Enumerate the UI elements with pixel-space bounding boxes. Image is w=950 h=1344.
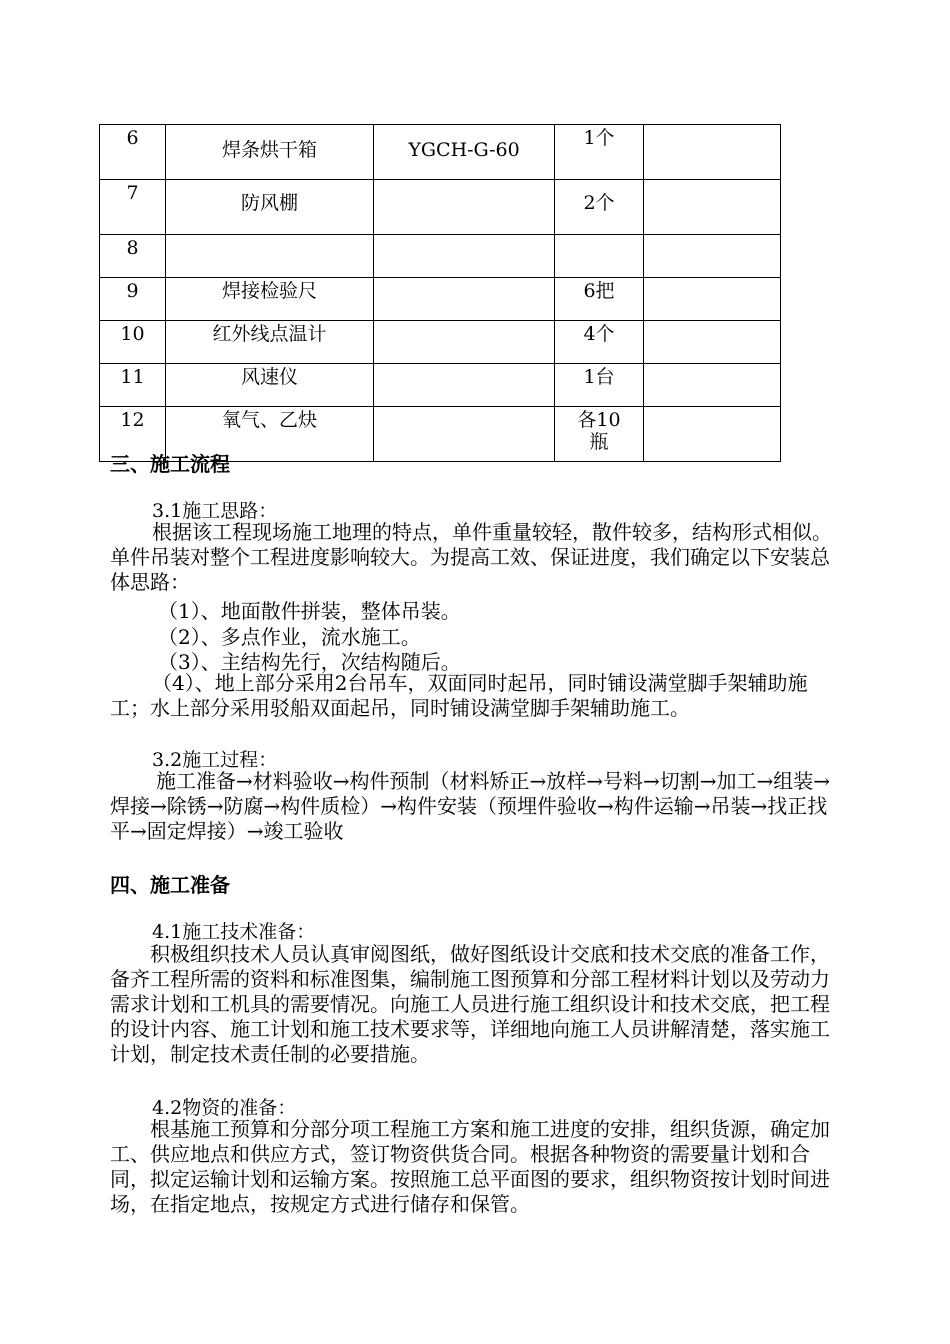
cell-name	[166, 235, 374, 278]
cell-qty: 1台	[555, 364, 644, 407]
cell-qty-line1: 各10	[577, 409, 621, 431]
cell-qty-line2: 瓶	[589, 431, 609, 453]
cell-note	[644, 321, 781, 364]
cell-no: 9	[100, 278, 166, 321]
cell-model	[374, 235, 555, 278]
table-row	[100, 321, 781, 364]
cell-note	[644, 407, 781, 462]
cell-note	[644, 180, 781, 235]
section3-heading: 三、施工流程	[110, 452, 230, 476]
section4-sub2: 4.2物资的准备：	[152, 1097, 297, 1119]
section3-item4: （4）、地上部分采用2台吊车，双面同时起吊，同时铺设满堂脚手架辅助施工；水上部分采用驳船双面起吊，同时铺设满堂脚手架辅助施工。	[110, 671, 808, 720]
cell-note	[644, 235, 781, 278]
cell-no: 12	[100, 407, 166, 462]
cell-qty	[555, 235, 644, 278]
section4-sub1: 4.1施工技术准备：	[152, 921, 316, 943]
cell-name: 防风棚	[166, 180, 374, 235]
table-row	[100, 364, 781, 407]
cell-no: 7	[100, 180, 166, 235]
cell-name: 焊接检验尺	[166, 278, 374, 321]
section4-para1: 积极组织技术人员认真审阅图纸，做好图纸设计交底和技术交底的准备工作，备齐工程所需的资料和标准图集，编制施工图预算和分部工程材料计划以及劳动力需求计划和工机具的需要情况。向施工人员进行施工组织设计和技术交底，把工程的设计内容、施工计划和施工技术要求等，详细地向施工人员讲解清楚，落实施工计划，制定技术责任制的必要措施。	[110, 942, 830, 1066]
section3-item1: （1）、地面散件拼装，整体吊装。	[158, 599, 461, 623]
cell-qty: 1个	[555, 125, 644, 180]
cell-name: 红外线点温计	[166, 321, 374, 364]
table-row	[100, 125, 781, 180]
section3-para2: 施工准备→材料验收→构件预制（材料矫正→放样→号料→切割→加工→组装→焊接→除锈→防腐→构件质检）→构件安装（预埋件验收→构件运输→吊装→找正找平→固定焊接）→竣工验收	[110, 769, 831, 843]
cell-no: 11	[100, 364, 166, 407]
cell-model	[374, 364, 555, 407]
cell-model	[374, 321, 555, 364]
cell-name: 氧气、乙炔	[166, 407, 374, 462]
cell-qty	[555, 407, 644, 462]
table-row	[100, 278, 781, 321]
cell-model	[374, 180, 555, 235]
section3-sub2: 3.2施工过程：	[152, 749, 278, 771]
cell-model	[374, 407, 555, 462]
cell-model: YGCH-G-60	[374, 125, 555, 180]
cell-qty: 2个	[555, 180, 644, 235]
section3-item3: （3）、主结构先行，次结构随后。	[158, 650, 461, 674]
section4-para2: 根基施工预算和分部分项工程施工方案和施工进度的安排，组织货源，确定加工、供应地点和供应方式，签订物资供货合同。根据各种物资的需要量计划和合同，拟定运输计划和运输方案。按照施工总平面图的要求，组织物资按计划时间进场，在指定地点，按规定方式进行储存和保管。	[110, 1117, 830, 1216]
cell-model	[374, 278, 555, 321]
cell-note	[644, 278, 781, 321]
cell-no: 8	[100, 235, 166, 278]
cell-name: 焊条烘干箱	[166, 125, 374, 180]
section3-para1: 根据该工程现场施工地理的特点，单件重量较轻，散件较多，结构形式相似。单件吊装对整个工程进度影响较大。为提高工效、保证进度，我们确定以下安装总体思路：	[110, 520, 832, 594]
cell-qty: 4个	[555, 321, 644, 364]
cell-no: 10	[100, 321, 166, 364]
cell-no: 6	[100, 125, 166, 180]
cell-name: 风速仪	[166, 364, 374, 407]
section3-item2: （2）、多点作业，流水施工。	[158, 625, 421, 649]
section4-heading: 四、施工准备	[110, 873, 230, 897]
table-row	[100, 235, 781, 278]
cell-qty: 6把	[555, 278, 644, 321]
cell-note	[644, 125, 781, 180]
cell-note	[644, 364, 781, 407]
equipment-table	[99, 124, 781, 462]
table-row	[100, 180, 781, 235]
section3-sub1: 3.1施工思路：	[152, 500, 278, 522]
